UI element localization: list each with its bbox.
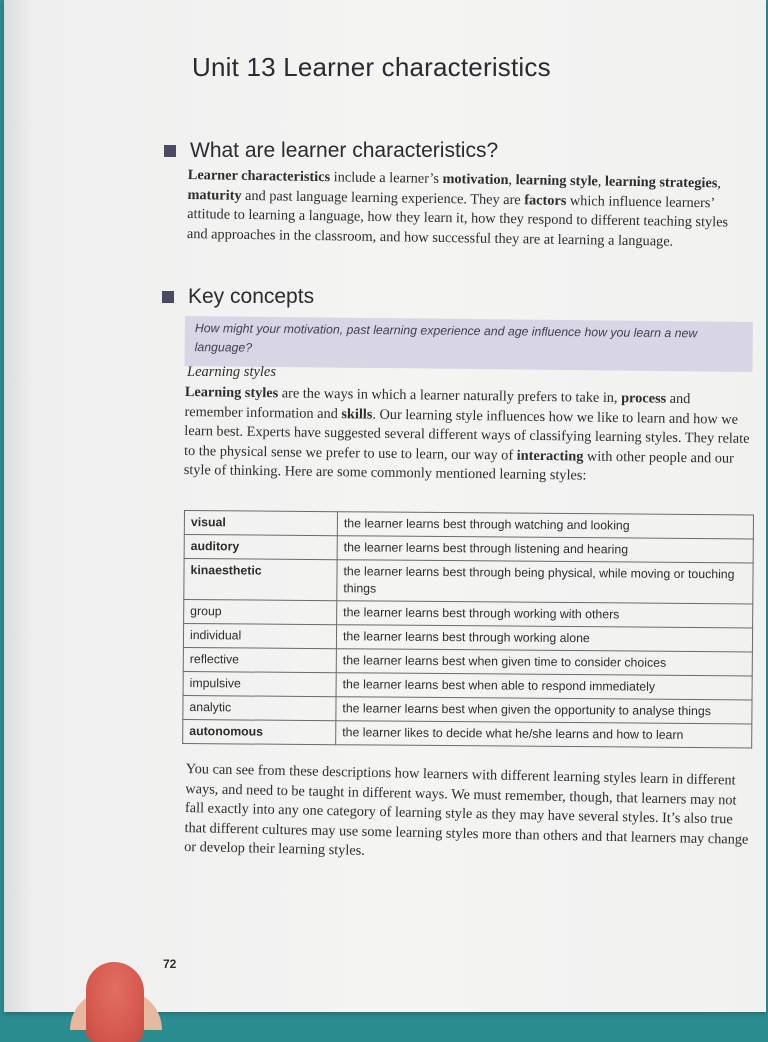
key-term: motivation [442, 171, 509, 189]
key-term: interacting [516, 447, 584, 465]
style-description: the learner learns best when given the opportunity to analyse things [336, 697, 752, 724]
style-term: reflective [183, 647, 336, 672]
style-term: autonomous [183, 719, 336, 744]
learning-styles-paragraph [184, 383, 751, 489]
key-term: learning strategies [604, 173, 718, 192]
style-description: the learner learns best when able to respond immediately [336, 673, 752, 700]
style-description: the learner learns best through being physical, while moving or touching things [337, 560, 753, 604]
key-term: process [621, 390, 667, 407]
page-number: 72 [163, 957, 177, 971]
table-row [184, 559, 753, 604]
text-run: . Our learning style influences how we like to learn and how we learn best. Experts have suggested several different ways of classifying learning styles. They relate to the physical sense we prefer to use to learn, our way of [183, 406, 750, 464]
text-run: , [597, 173, 606, 190]
style-term: group [184, 600, 337, 625]
key-term: skills [341, 405, 373, 423]
fingernail [86, 962, 144, 1042]
table-row [183, 719, 752, 747]
style-description: the learner learns best through watching and looking [337, 512, 753, 539]
style-description: the learner learns best when given time to consider choices [336, 649, 752, 676]
learning-styles-table [182, 510, 754, 748]
key-term: learning style [515, 172, 598, 190]
key-term: maturity [187, 186, 242, 204]
text-run: , [717, 175, 722, 192]
style-description: the learner likes to decide what he/she learns and how to learn [336, 721, 752, 748]
key-term: factors [524, 191, 567, 209]
unit-title: Unit 13 Learner characteristics [192, 52, 551, 82]
text-run: , [508, 172, 516, 189]
closing-paragraph: You can see from these descriptions how learners with different learning styles learn in different ways, and need to be taught in different ways. We must remember, though, that learners may not fall exactly into any one category of learning style as they may have several styles. It’s also true that different cultures may use some learning styles more than others and that learners may change or develop their learning styles. [184, 760, 749, 860]
text-run: and remember information and [184, 390, 691, 422]
text-run: with other people and our style of thinking. Here are some commonly mentioned learning styles: [183, 448, 735, 484]
style-description: the learner learns best through listening and hearing [337, 536, 753, 563]
subheading-learning-styles: Learning styles [187, 364, 277, 380]
key-term: Learning styles [184, 383, 279, 402]
bullet-square-icon [162, 291, 174, 303]
section-heading-what-text: What are learner characteristics? [190, 139, 499, 162]
section-heading-what [164, 139, 498, 163]
definition-paragraph [187, 166, 748, 253]
style-description: the learner learns best through working alone [336, 625, 752, 652]
section-heading-key-text: Key concepts [188, 285, 315, 308]
style-term: impulsive [183, 671, 336, 696]
section-heading-key-concepts [162, 285, 314, 309]
text-run: which influence learners’ attitude to learning a language, how they learn it, how they respond to different teaching styles and approaches in the classroom, and how successful they are at learning a language. [186, 192, 729, 250]
style-term: auditory [184, 535, 337, 560]
style-term: visual [184, 511, 337, 536]
style-description: the learner learns best through working with others [337, 601, 753, 628]
book-page [4, 0, 766, 1012]
text-run: include a learner’s [329, 169, 443, 187]
key-term: Learner characteristics [187, 166, 331, 186]
reflection-question: How might your motivation, past learning experience and age influence how you learn a new language? [194, 321, 698, 355]
style-term: analytic [183, 695, 336, 720]
style-term: individual [183, 624, 336, 649]
text-run: are the ways in which a learner naturally prefers to take in, [278, 385, 622, 407]
text-run: and past language learning experience. They are [241, 187, 525, 208]
style-term: kinaesthetic [184, 559, 337, 601]
bullet-square-icon [164, 145, 176, 157]
